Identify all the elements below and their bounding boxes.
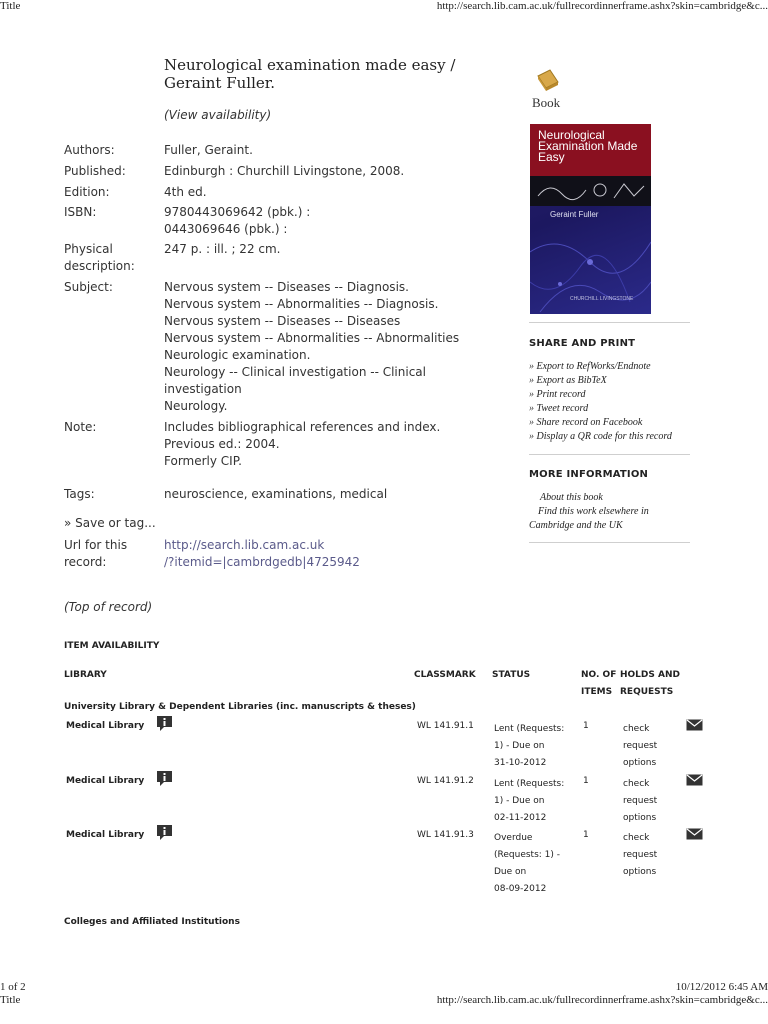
about-book-link[interactable]: About this book xyxy=(540,492,603,503)
cover-author: Geraint Fuller xyxy=(550,210,599,219)
item-count: 1 xyxy=(583,830,589,840)
url-line[interactable]: http://search.lib.cam.ac.uk xyxy=(164,538,325,552)
book-icon xyxy=(536,68,560,98)
print-header-url: http://search.lib.cam.ac.uk/fullrecordinnerframe.ashx?skin=cambridge&c... xyxy=(436,0,768,12)
item-availability-heading: ITEM AVAILABILITY xyxy=(64,641,160,651)
field-label: Note: xyxy=(64,420,97,434)
hold-line: options xyxy=(623,867,657,877)
status-line: (Requests: 1) - xyxy=(494,850,560,860)
field-label: Physical description: xyxy=(64,242,135,273)
subject-link[interactable]: Nervous system -- Diseases -- Diseases xyxy=(164,314,401,328)
check-request-options-link[interactable] xyxy=(623,830,673,881)
email-icon[interactable] xyxy=(686,828,703,843)
record-url-link[interactable] xyxy=(164,537,494,571)
col-no-of-items-line: ITEMS xyxy=(581,687,613,697)
share-facebook-link[interactable]: » Share record on Facebook xyxy=(529,417,643,428)
page-number: 1 of 2 xyxy=(0,981,26,993)
isbn-line: 9780443069642 (pbk.) : xyxy=(164,205,311,219)
classmark: WL 141.91.2 xyxy=(417,776,474,786)
field-label: Edition: xyxy=(64,185,110,199)
status-line: Due on xyxy=(494,867,527,877)
divider xyxy=(529,322,690,323)
top-of-record-link[interactable]: (Top of record) xyxy=(64,600,153,614)
cover-title: Neurological Examination Made Easy xyxy=(538,128,638,164)
info-icon[interactable] xyxy=(156,715,173,735)
status-line: Lent (Requests: xyxy=(494,779,565,789)
classmark: WL 141.91.3 xyxy=(417,830,474,840)
col-no-of-items xyxy=(581,667,616,701)
print-footer xyxy=(0,981,768,995)
find-line: Cambridge and the UK xyxy=(529,520,623,531)
cover-publisher: CHURCHILL LIVINGSTONE xyxy=(570,296,634,302)
more-information-panel xyxy=(529,469,690,533)
hold-line: options xyxy=(623,813,657,823)
status xyxy=(494,830,580,898)
print-header-title: Title xyxy=(0,0,21,12)
share-and-print-panel xyxy=(529,338,690,444)
print-footer-title: Title xyxy=(0,994,21,1006)
check-request-options-link[interactable] xyxy=(623,776,673,827)
hold-line: check xyxy=(623,779,650,789)
item-count: 1 xyxy=(583,721,589,731)
info-icon[interactable] xyxy=(156,770,173,790)
field-label: Published: xyxy=(64,164,126,178)
save-or-tag-link[interactable]: » Save or tag... xyxy=(64,516,156,530)
hold-line: options xyxy=(623,758,657,768)
info-icon[interactable] xyxy=(156,824,173,844)
print-datetime: 10/12/2012 6:45 AM xyxy=(675,981,768,993)
hold-line: request xyxy=(623,850,658,860)
col-no-of-items-line: NO. OF xyxy=(581,670,617,680)
more-info-heading: MORE INFORMATION xyxy=(529,469,649,480)
divider xyxy=(529,542,690,543)
email-icon[interactable] xyxy=(686,719,703,734)
library-name: Medical Library xyxy=(66,776,145,786)
url-line[interactable]: /?itemid=|cambrdgedb|4725942 xyxy=(164,555,360,569)
print-header xyxy=(0,0,768,14)
field-value: 247 p. : ill. ; 22 cm. xyxy=(164,242,281,256)
print-record-link[interactable]: » Print record xyxy=(529,389,586,400)
field-label: Authors: xyxy=(64,143,115,157)
status-line: 02-11-2012 xyxy=(494,813,547,823)
hold-line: check xyxy=(623,833,650,843)
hold-line: request xyxy=(623,741,658,751)
record-title: Neurological examination made easy / Geraint Fuller. xyxy=(164,56,456,92)
field-label: Subject: xyxy=(64,280,113,294)
field-value: 4th ed. xyxy=(164,185,207,199)
view-availability-link[interactable]: (View availability) xyxy=(164,108,272,122)
qr-code-link[interactable]: » Display a QR code for this record xyxy=(529,431,672,442)
subject-link[interactable]: Neurology. xyxy=(164,399,228,413)
subject-link[interactable]: Neurologic examination. xyxy=(164,348,311,362)
status-line: Overdue xyxy=(494,833,533,843)
status-line: Lent (Requests: xyxy=(494,724,565,734)
status-line: 1) - Due on xyxy=(494,741,545,751)
field-value xyxy=(164,204,494,238)
email-icon[interactable] xyxy=(686,774,703,789)
tags-links[interactable]: neuroscience, examinations, medical xyxy=(164,487,388,501)
check-request-options-link[interactable] xyxy=(623,721,673,772)
isbn-line: 0443069646 (pbk.) : xyxy=(164,222,288,236)
col-status: STATUS xyxy=(492,670,531,680)
field-label: ISBN: xyxy=(64,205,97,219)
format-label: Book xyxy=(532,95,561,110)
export-refworks-link[interactable]: » Export to RefWorks/Endnote xyxy=(529,361,651,372)
print-header-next xyxy=(0,994,768,1008)
export-bibtex-link[interactable]: » Export as BibTeX xyxy=(529,375,607,386)
col-library: LIBRARY xyxy=(64,670,107,680)
note-line: Includes bibliographical references and index. xyxy=(164,420,441,434)
subject-list xyxy=(164,279,494,415)
library-name: Medical Library xyxy=(66,830,145,840)
find-elsewhere-link[interactable] xyxy=(529,505,690,533)
divider xyxy=(529,454,690,455)
status-line: 1) - Due on xyxy=(494,796,545,806)
share-heading: SHARE AND PRINT xyxy=(529,338,636,349)
col-classmark: CLASSMARK xyxy=(414,670,476,680)
subject-link[interactable]: Nervous system -- Abnormalities -- Abnormalities xyxy=(164,331,460,345)
book-cover-image xyxy=(530,124,651,314)
find-line: Find this work elsewhere in xyxy=(538,506,649,517)
status-line: 08-09-2012 xyxy=(494,884,547,894)
subject-link[interactable]: Neurology -- Clinical investigation -- Clinical investigation xyxy=(164,365,426,396)
library-name: Medical Library xyxy=(66,721,145,731)
hold-line: request xyxy=(623,796,658,806)
field-label: Url for this record: xyxy=(64,538,128,569)
tweet-record-link[interactable]: » Tweet record xyxy=(529,403,589,414)
col-holds-requests xyxy=(620,667,680,701)
status xyxy=(494,721,580,772)
field-label: Tags: xyxy=(64,487,95,501)
field-value xyxy=(164,419,494,470)
classmark: WL 141.91.1 xyxy=(417,721,474,731)
field-value: Edinburgh : Churchill Livingstone, 2008. xyxy=(164,164,405,178)
note-line: Previous ed.: 2004. xyxy=(164,437,280,451)
status-line: 31-10-2012 xyxy=(494,758,547,768)
library-group-heading: Colleges and Affiliated Institutions xyxy=(64,917,240,927)
print-footer-url: http://search.lib.cam.ac.uk/fullrecordinnerframe.ashx?skin=cambridge&c... xyxy=(436,994,768,1006)
item-count: 1 xyxy=(583,776,589,786)
authors-link[interactable]: Fuller, Geraint. xyxy=(164,143,253,157)
library-group-heading: University Library & Dependent Libraries (inc. manuscripts & theses) xyxy=(64,702,416,712)
col-holds-line: HOLDS AND xyxy=(620,670,680,680)
note-line: Formerly CIP. xyxy=(164,454,242,468)
subject-link[interactable]: Nervous system -- Abnormalities -- Diagnosis. xyxy=(164,297,439,311)
subject-link[interactable]: Nervous system -- Diseases -- Diagnosis. xyxy=(164,280,409,294)
col-holds-line: REQUESTS xyxy=(620,687,674,697)
hold-line: check xyxy=(623,724,650,734)
status xyxy=(494,776,580,827)
